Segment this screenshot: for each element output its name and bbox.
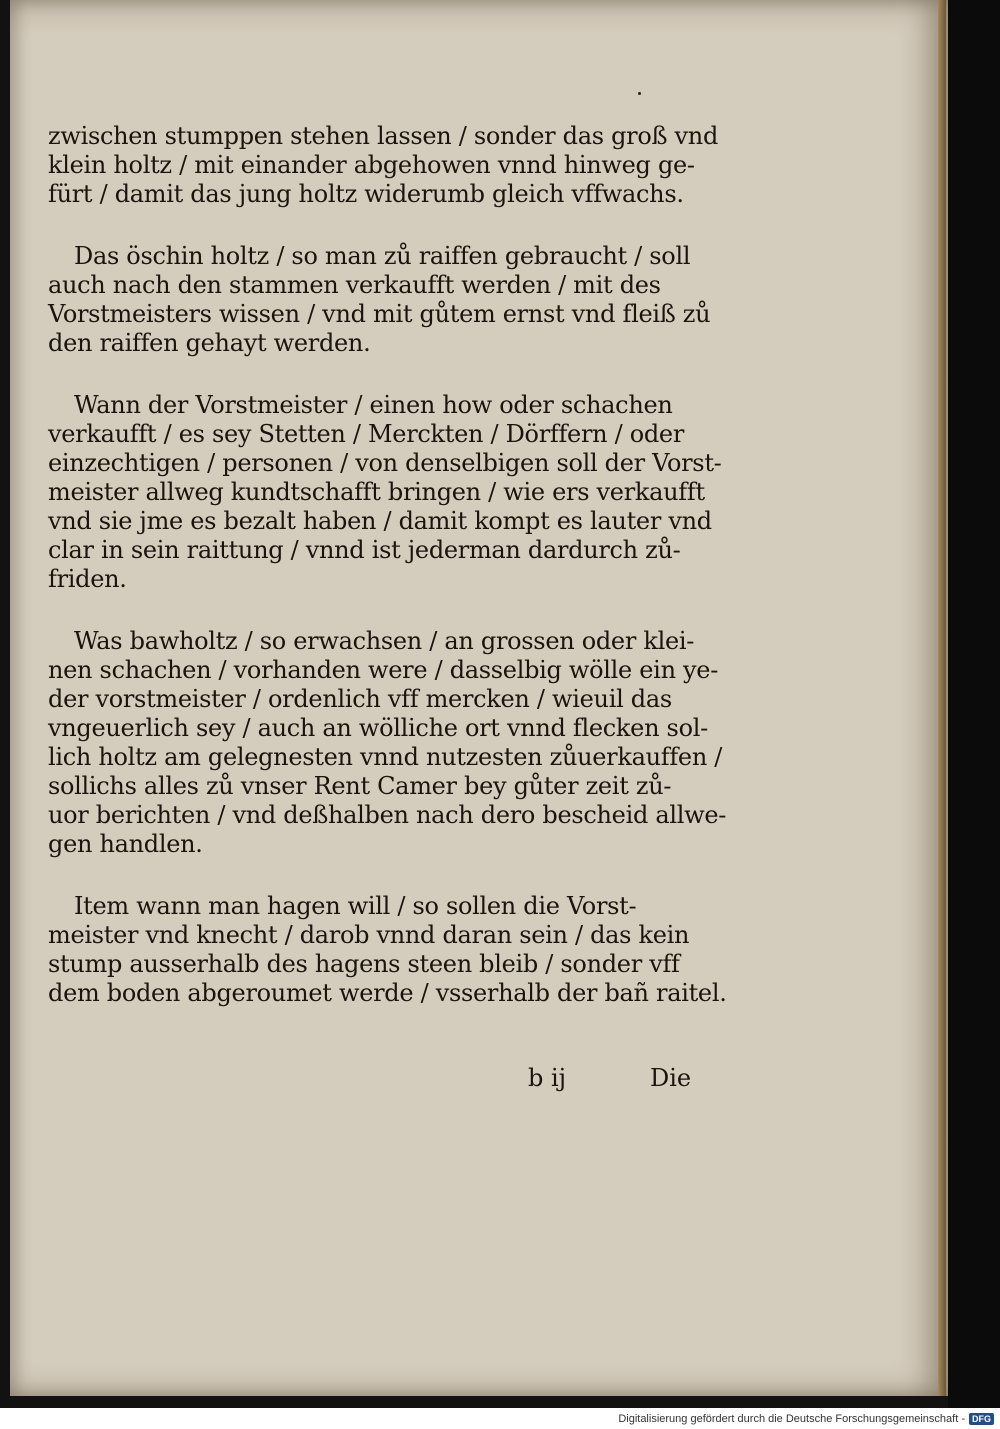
text-line: auch nach den stammen verkaufft werden / mit des: [48, 271, 661, 299]
paragraph: [48, 892, 727, 1008]
paragraph: [48, 122, 719, 209]
ink-speck: [638, 92, 641, 95]
text-line: fürt / damit das jung holtz widerumb gleich vffwachs.: [48, 180, 684, 208]
dfg-logo-icon: DFG: [969, 1413, 994, 1425]
text-line: der vorstmeister / ordenlich vff mercken / wieuil das: [48, 685, 672, 713]
text-line: Was bawholtz / so erwachsen / an grossen oder klei-: [74, 627, 695, 655]
text-line: uor berichten / vnd deßhalben nach dero bescheid allwe-: [48, 801, 727, 829]
footer-credit: Digitalisierung gefördert durch die Deutsche Forschungsgemeinschaft -: [618, 1412, 965, 1425]
text-line: klein holtz / mit einander abgehowen vnnd hinweg ge-: [48, 151, 695, 179]
text-line: Wann der Vorstmeister / einen how oder schachen: [74, 391, 673, 419]
text-line: meister vnd knecht / darob vnnd daran sein / das kein: [48, 921, 690, 949]
text-line: sollichs alles zů vnser Rent Camer bey gůter zeit zů-: [48, 772, 672, 800]
text-line: nen schachen / vorhanden were / dasselbig wölle ein ye-: [48, 656, 719, 684]
text-line: stump ausserhalb des hagens steen bleib / sonder vff: [48, 950, 680, 978]
text-line: Das öschin holtz / so man zů raiffen gebraucht / soll: [74, 242, 691, 270]
text-line: verkaufft / es sey Stetten / Merckten / Dörffern / oder: [48, 420, 685, 448]
digitization-footer: [0, 1408, 1000, 1429]
catchword: Die: [650, 1064, 692, 1092]
signature-mark: b ij: [528, 1064, 567, 1092]
text-line: den raiffen gehayt werden.: [48, 329, 371, 357]
page-body-text: [48, 122, 727, 1041]
text-line: Vorstmeisters wissen / vnd mit gůtem ernst vnd fleiß zů: [48, 300, 711, 328]
text-line: lich holtz am gelegnesten vnnd nutzesten zůuerkauffen /: [48, 743, 723, 771]
text-line: Item wann man hagen will / so sollen die Vorst-: [74, 892, 637, 920]
text-line: vnd sie jme es bezalt haben / damit kompt es lauter vnd: [48, 507, 712, 535]
paragraph: [48, 627, 727, 859]
text-line: zwischen stumppen stehen lassen / sonder das groß vnd: [48, 122, 719, 150]
paragraph: [48, 242, 711, 358]
text-line: friden.: [48, 565, 127, 593]
text-line: vngeuerlich sey / auch an wölliche ort vnnd flecken sol-: [48, 714, 708, 742]
text-line: dem boden abgeroumet werde / vsserhalb der bañ raitel.: [48, 979, 727, 1007]
paragraph: [48, 391, 722, 594]
page-edge: [938, 0, 946, 1396]
text-line: gen handlen.: [48, 830, 203, 858]
text-line: meister allweg kundtschafft bringen / wie ers verkaufft: [48, 478, 705, 506]
text-line: clar in sein raittung / vnnd ist jederman dardurch zů-: [48, 536, 681, 564]
scan-border: [948, 0, 1000, 1408]
book-page: [10, 0, 948, 1396]
text-line: einzechtigen / personen / von denselbigen soll der Vorst-: [48, 449, 722, 477]
